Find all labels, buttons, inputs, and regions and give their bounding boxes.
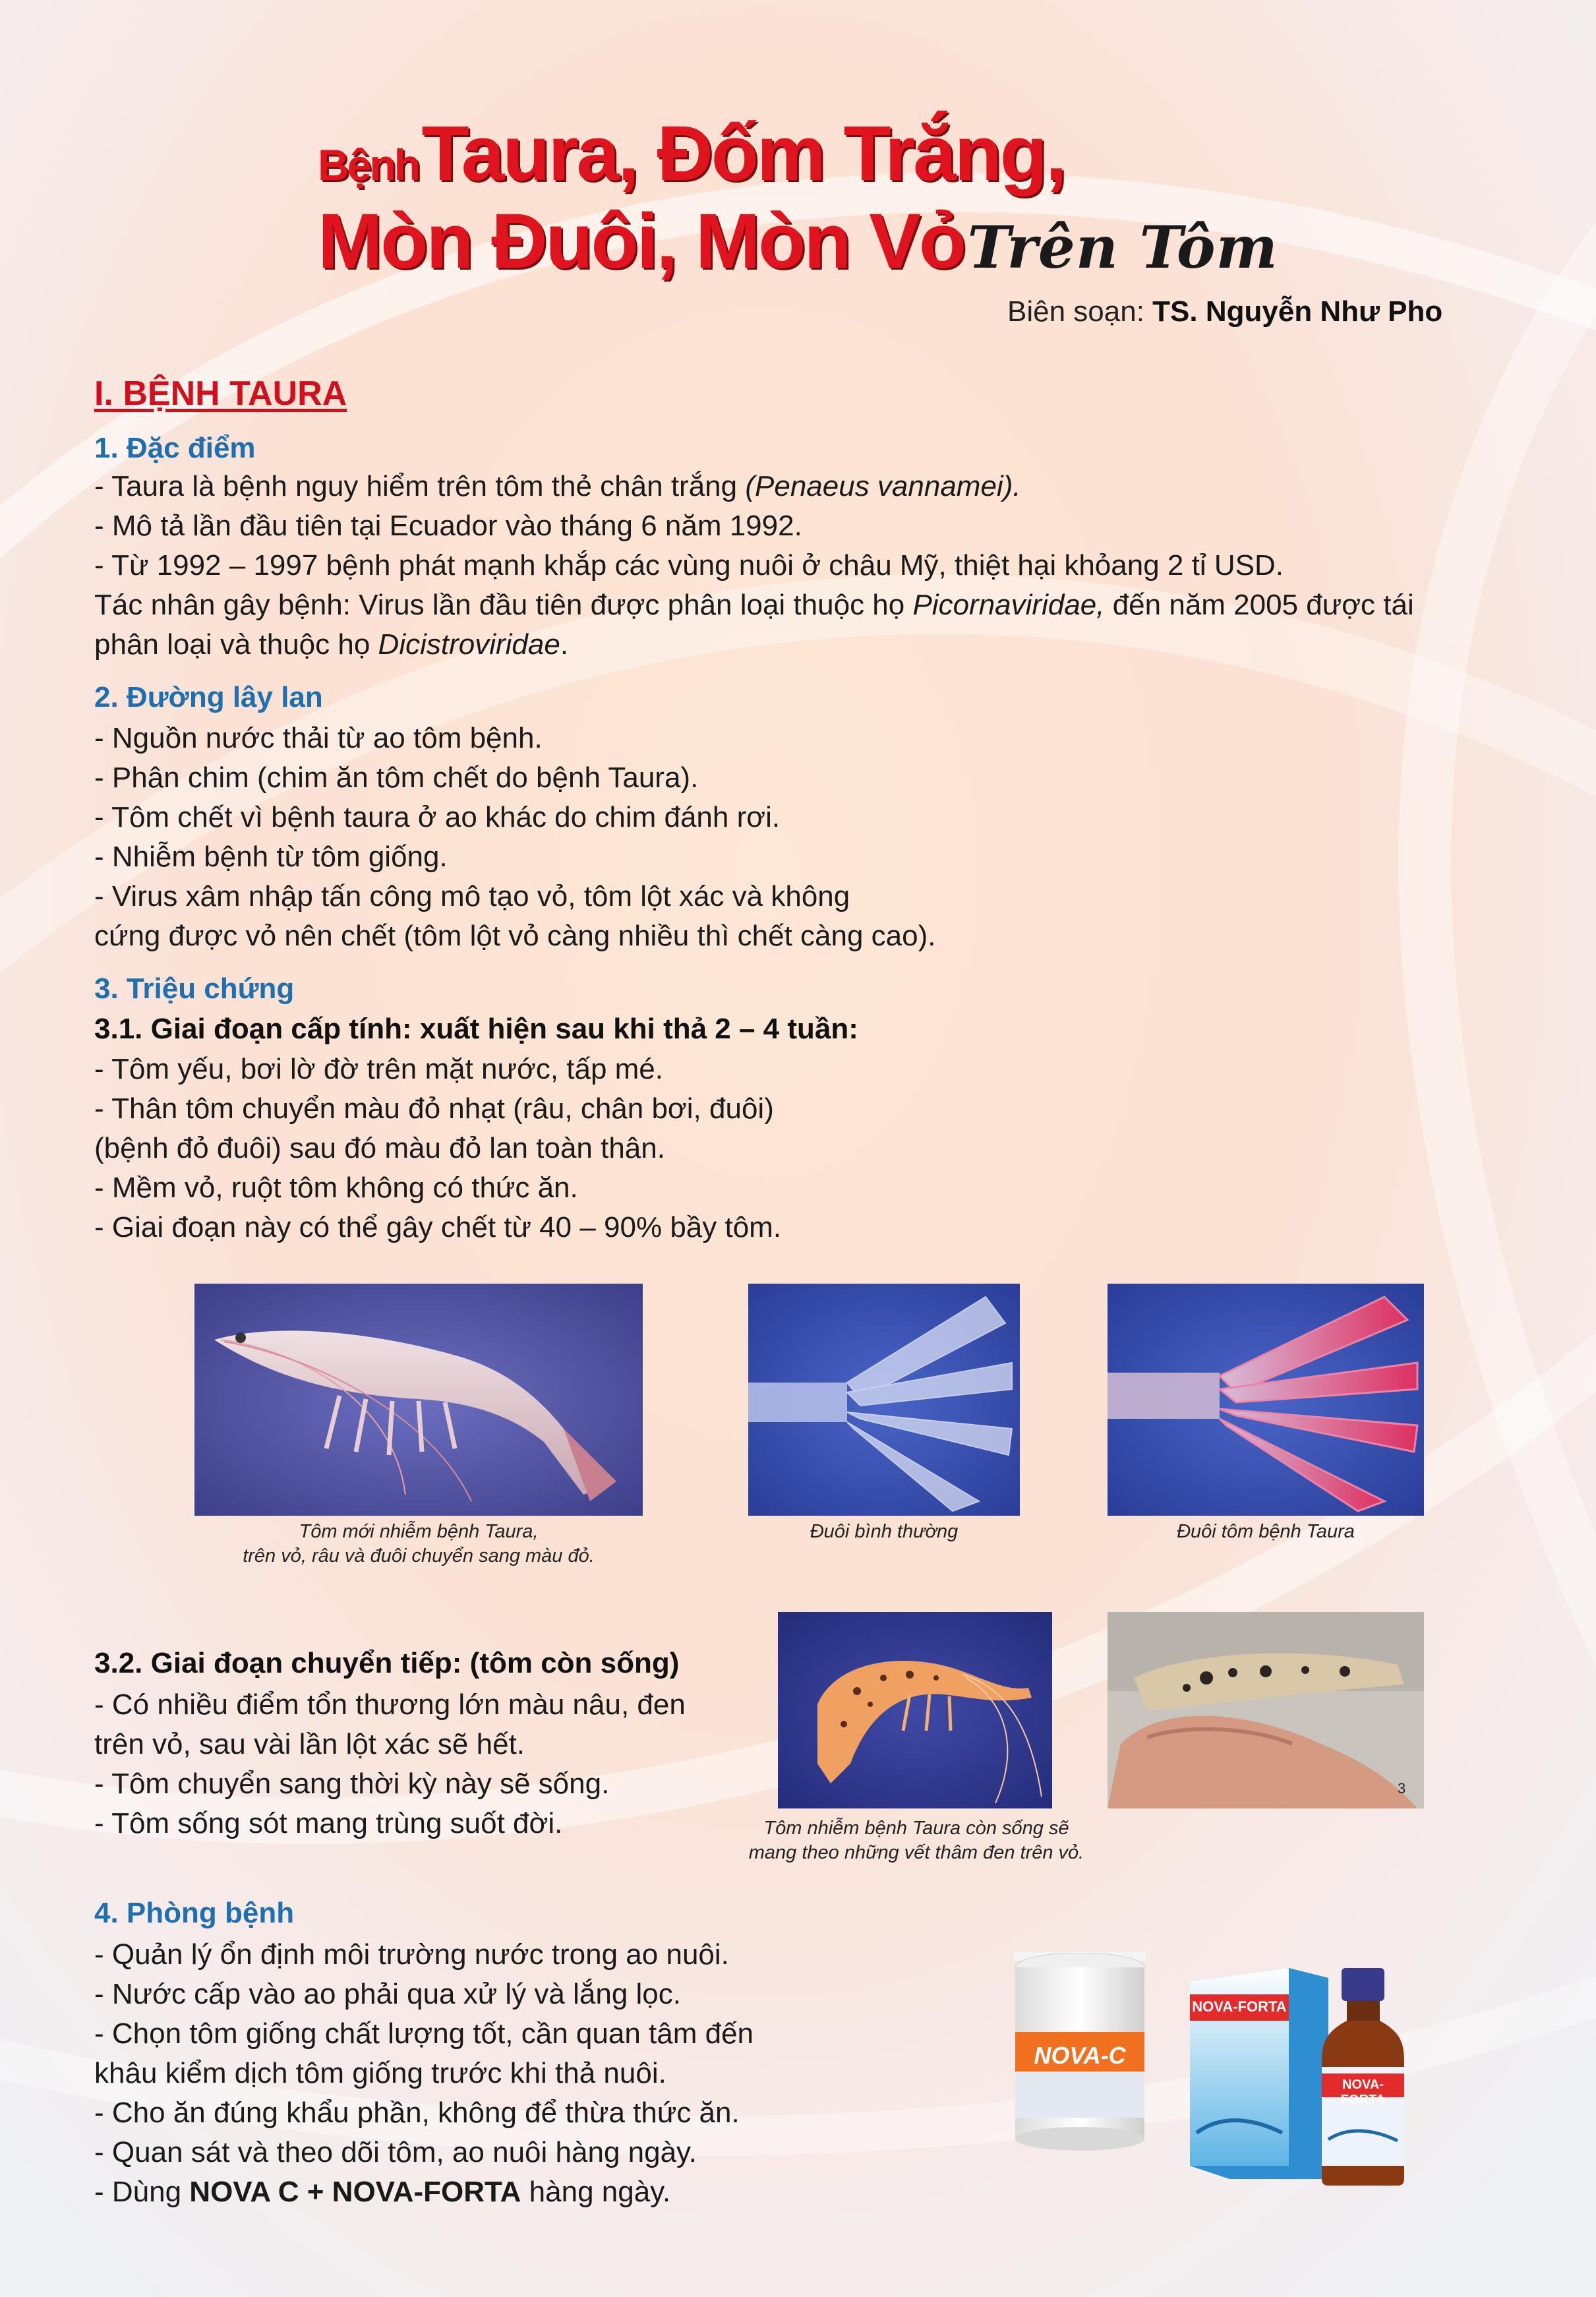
chuyen-tiep-text (94, 1685, 686, 1843)
byline-author: TS. Nguyễn Như Pho (1152, 295, 1443, 328)
list-item: - Thân tôm chuyển màu đỏ nhạt (râu, chân bơi, đuôi) (94, 1092, 774, 1125)
subheading-cap-tinh: 3.1. Giai đoạn cấp tính: xuất hiện sau khi thả 2 – 4 tuần: (94, 1013, 858, 1045)
photo-number: 3 (1398, 1780, 1406, 1797)
dac-diem-line: - Từ 1992 – 1997 bệnh phát mạnh khắp các vùng nuôi ở châu Mỹ, thiệt hại khỏang 2 tỉ USD. (94, 549, 1284, 582)
list-item: - Cho ăn đúng khẩu phần, không để thừa thức ăn. (94, 2097, 740, 2129)
photo-normal-tail (748, 1284, 1020, 1516)
list-item: - Mềm vỏ, ruột tôm không có thức ăn. (94, 1172, 578, 1204)
title-prefix: Bệnh (318, 140, 419, 189)
title-main-2: Mòn Đuôi, Mòn Vỏ (318, 198, 964, 285)
photo-sick-shrimp (194, 1284, 643, 1516)
page-title-line2 (318, 196, 1278, 286)
list-item: - Quản lý ổn định môi trường nước trong ao nuôi. (94, 1938, 729, 1971)
list-item: - Giai đoạn này có thể gây chết từ 40 – 90% bầy tôm. (94, 1211, 782, 1243)
dac-diem-line: phân loại và thuộc họ Dicistroviridae. (94, 628, 569, 661)
subheading-phong-benh: 4. Phòng bệnh (94, 1897, 295, 1929)
dac-diem-text (94, 467, 1414, 665)
box-label: NOVA-FORTA (1192, 1998, 1287, 2015)
subheading-dac-diem: 1. Đặc điểm (94, 432, 256, 464)
byline-label: Biên soạn: (1007, 295, 1144, 328)
list-item: - Quan sát và theo dõi tôm, ao nuôi hàng ngày. (94, 2136, 697, 2168)
list-item: - Dùng NOVA C + NOVA-FORTA hàng ngày. (94, 2176, 671, 2208)
product-jar (1014, 1953, 1146, 2151)
page-title-line1 (318, 109, 1065, 198)
dac-diem-line: Tác nhân gây bệnh: Virus lần đầu tiên được phân loại thuộc họ Picornaviridae, đến năm 2005 được tái (94, 589, 1414, 621)
list-item: - Tôm chết vì bệnh taura ở ao khác do chim đánh rơi. (94, 801, 781, 833)
title-main-1: Taura, Đốm Trắng, (421, 110, 1065, 197)
list-item: - Nhiễm bệnh từ tôm giống. (94, 841, 448, 873)
product-bottle (1322, 1968, 1404, 2186)
list-item: - Phân chim (chim ăn tôm chết do bệnh Taura). (94, 761, 699, 794)
caption-sick-tail: Đuôi tôm bệnh Taura (1177, 1521, 1355, 1542)
product-box (1190, 1968, 1328, 2179)
list-item: - Tôm yếu, bơi lờ đờ trên mặt nước, tấp mé. (94, 1053, 664, 1085)
list-item: - Virus xâm nhập tấn công mô tạo vỏ, tôm lột xác và không (94, 880, 850, 912)
list-item: khâu kiểm dịch tôm giống trước khi thả nuôi. (94, 2057, 666, 2089)
section-heading: I. BỆNH TAURA (94, 374, 347, 413)
caption-survivor: Tôm nhiễm bệnh Taura còn sống sẽ mang theo những vết thâm đen trên vỏ. (748, 1818, 1084, 1863)
list-item: cứng được vỏ nên chết (tôm lột vỏ càng nhiều thì chết càng cao). (94, 920, 936, 952)
list-item: (bệnh đỏ đuôi) sau đó màu đỏ lan toàn thân. (94, 1132, 665, 1164)
list-item: - Có nhiều điểm tổn thương lớn màu nâu, đen (94, 1688, 686, 1721)
photo-survivor-shrimp (778, 1612, 1052, 1808)
byline (1007, 295, 1442, 328)
list-item: - Tôm chuyển sang thời kỳ này sẽ sống. (94, 1768, 610, 1800)
caption-normal-tail: Đuôi bình thường (810, 1521, 959, 1542)
photo-sick-tail (1108, 1284, 1424, 1516)
dac-diem-line: - Mô tả lần đầu tiên tại Ecuador vào tháng 6 năm 1992. (94, 510, 802, 542)
list-item: - Nước cấp vào ao phải qua xử lý và lắng lọc. (94, 1978, 681, 2010)
dac-diem-line: - Taura là bệnh nguy hiểm trên tôm thẻ chân trắng (Penaeus vannamei). (94, 470, 1021, 502)
list-item: - Nguồn nước thải từ ao tôm bệnh. (94, 722, 543, 754)
jar-label: NOVA-C (1034, 2042, 1126, 2069)
photo-shrimp-in-hand (1108, 1612, 1424, 1808)
subheading-duong-lay-lan: 2. Đường lây lan (94, 681, 323, 713)
list-item: - Chọn tôm giống chất lượng tốt, cần quan tâm đến (94, 2017, 754, 2050)
duong-lay-lan-text (94, 719, 935, 956)
subheading-trieu-chung: 3. Triệu chứng (94, 972, 295, 1005)
caption-sick-shrimp: Tôm mới nhiễm bệnh Taura, trên vỏ, râu và đuôi chuyển sang màu đỏ. (243, 1521, 595, 1566)
phong-benh-text (94, 1935, 754, 2212)
subheading-chuyen-tiep: 3.2. Giai đoạn chuyển tiếp: (tôm còn sống) (94, 1647, 680, 1679)
list-item: trên vỏ, sau vài lần lột xác sẽ hết. (94, 1728, 525, 1760)
title-suffix: Trên Tôm (967, 213, 1278, 282)
list-item: - Tôm sống sót mang trùng suốt đời. (94, 1807, 563, 1839)
cap-tinh-text (94, 1050, 781, 1247)
bottle-label: NOVA-FORTA (1340, 2077, 1386, 2107)
